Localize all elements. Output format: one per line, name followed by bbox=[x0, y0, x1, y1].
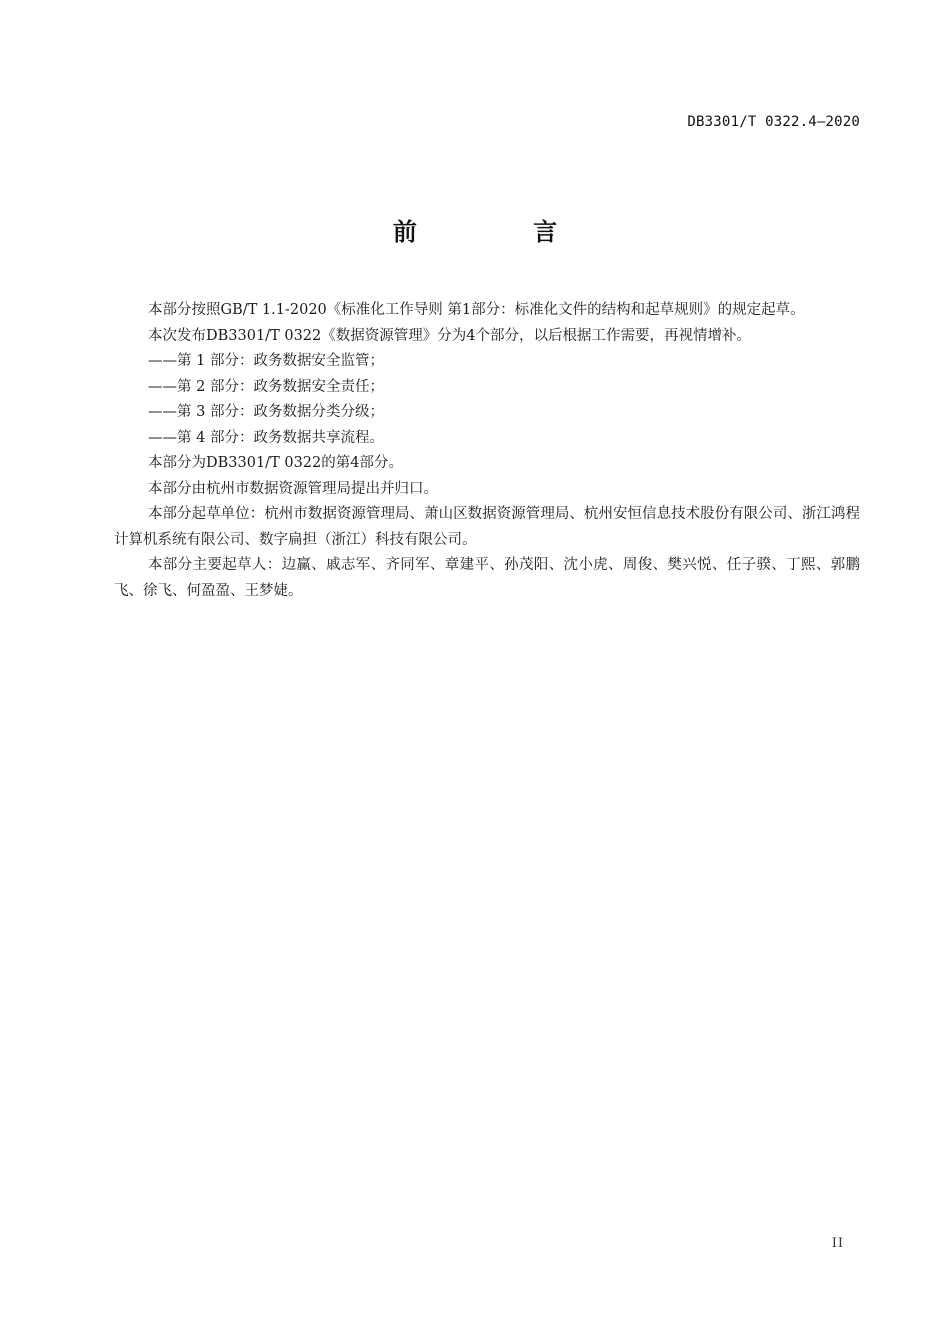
paragraph-drafting-units: 本部分起草单位：杭州市数据资源管理局、萧山区数据资源管理局、杭州安恒信息技术股份有限公司、浙江鸿程计算机系统有限公司、数字扁担（浙江）科技有限公司。 bbox=[114, 506, 860, 548]
page-number: II bbox=[831, 1236, 844, 1251]
foreword-body bbox=[114, 298, 860, 604]
list-item-part-1: ——第 1 部分：政务数据安全监管； bbox=[148, 353, 384, 369]
list-item-part-4: ——第 4 部分：政务数据共享流程。 bbox=[148, 429, 384, 446]
document-number: DB3301/T 0322.4—2020 bbox=[687, 114, 860, 130]
paragraph-drafting-rules: 本部分按照GB/T 1.1-2020《标准化工作导则 第1部分：标准化文件的结构和起草规则》的规定起草。 bbox=[148, 302, 805, 318]
paragraph-proposer: 本部分由杭州市数据资源管理局提出并归口。 bbox=[148, 480, 438, 497]
paragraph-this-part: 本部分为DB3301/T 0322的第4部分。 bbox=[148, 455, 403, 471]
list-item-part-2: ——第 2 部分：政务数据安全责任； bbox=[148, 378, 384, 395]
list-item-part-3: ——第 3 部分：政务数据分类分级； bbox=[148, 404, 384, 420]
page-title: 前 言 bbox=[392, 218, 612, 246]
paragraph-drafters: 本部分主要起草人：边赢、戚志军、齐同军、章建平、孙茂阳、沈小虎、周俊、樊兴悦、任子骙、丁熙、郭鹏飞、徐飞、何盈盈、王梦婕。 bbox=[114, 557, 860, 599]
paragraph-release-parts: 本次发布DB3301/T 0322《数据资源管理》分为4个部分，以后根据工作需要，再视情增补。 bbox=[148, 327, 751, 344]
